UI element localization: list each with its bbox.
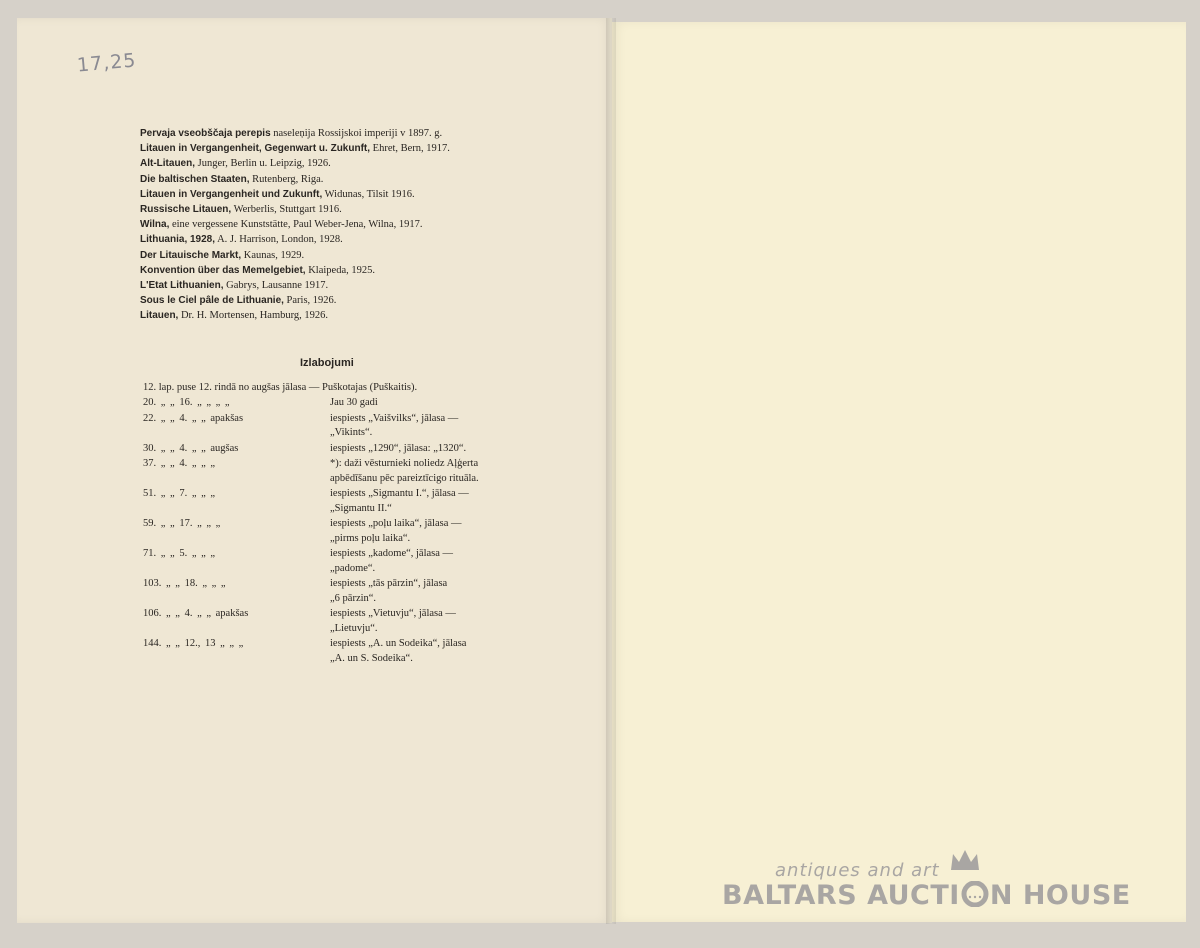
bibliography-entry	[140, 217, 535, 232]
bibliography-details: Widunas, Tilsit 1916.	[322, 188, 415, 200]
errata-correction-line: „Sigmantu II.“	[330, 502, 392, 514]
errata-correction	[330, 547, 532, 576]
bibliography-details: Junger, Berlin u. Leipzig, 1926.	[195, 158, 331, 170]
errata-reference: 71. „ „ 5. „ „ „	[143, 548, 216, 559]
book-spine	[606, 18, 616, 924]
errata-row	[143, 607, 538, 636]
errata-first-line: 12. lap. puse 12. rindā no augšas jālasa — Puškotajas (Puškaitis).	[143, 382, 418, 393]
errata-correction-line: *): daži vēsturnieki noliedz Aļģerta	[330, 458, 479, 469]
errata-reference: 103. „ „ 18. „ „ „	[143, 578, 226, 589]
errata-reference: 59. „ „ 17. „ „ „	[143, 518, 221, 529]
bibliography-details: Rutenberg, Riga.	[249, 173, 324, 185]
errata-correction-line: iespiests „poļu laika“, jālasa —	[330, 518, 462, 529]
errata-row	[143, 487, 538, 516]
errata-correction	[330, 457, 532, 486]
errata-reference: 20. „ „ 16. „ „ „ „	[143, 397, 230, 408]
bibliography-entry	[140, 172, 535, 187]
errata-correction-line: „Vikints“.	[330, 427, 373, 438]
bibliography-title: Litauen,	[140, 310, 179, 322]
watermark-tagline: antiques and art	[775, 860, 940, 881]
bibliography-title: L'Etat Lithuanien,	[140, 280, 224, 292]
errata-correction	[330, 637, 532, 666]
errata-correction-line: iespiests „kadome“, jālasa —	[330, 548, 454, 559]
errata-correction-line: iespiests „Vaišvilks“, jālasa —	[330, 412, 459, 424]
bibliography-entry	[140, 278, 535, 293]
watermark-brand-start: BALTARS AUCTI	[722, 880, 960, 911]
errata-reference: 106. „ „ 4. „ „ apakšas	[143, 608, 249, 619]
bibliography-list	[140, 126, 535, 324]
bibliography-details: eine vergessene Kunststätte, Paul Weber-Jena, Wilna, 1917.	[169, 219, 423, 231]
right-page	[612, 22, 1186, 922]
bibliography-entry	[140, 263, 535, 278]
bibliography-entry	[140, 232, 535, 247]
bibliography-entry	[140, 202, 535, 217]
ring-icon	[960, 881, 990, 907]
watermark-brand-end: N HOUSE	[989, 880, 1131, 911]
errata-correction	[330, 412, 532, 441]
bibliography-details: Gabrys, Lausanne 1917.	[223, 280, 329, 292]
errata-section	[143, 380, 538, 666]
bibliography-entry	[140, 248, 535, 263]
errata-correction-line: iespiests „tās pārzin“, jālasa	[330, 578, 448, 589]
bibliography-title: Lithuania, 1928,	[140, 234, 216, 246]
bibliography-details: A. J. Harrison, London, 1928.	[215, 234, 343, 246]
pencil-note: 17,25	[76, 49, 138, 77]
errata-correction	[330, 487, 532, 516]
errata-correction-line: iespiests „1290“, jālasa: „1320“.	[330, 442, 467, 454]
bibliography-title: Die baltischen Staaten,	[140, 173, 250, 185]
errata-correction-line: iespiests „Sigmantu I.“, jālasa —	[330, 488, 469, 499]
errata-row	[143, 457, 538, 486]
errata-correction-line: „pirms poļu laika“.	[330, 532, 411, 544]
bibliography-entry	[140, 156, 535, 171]
errata-reference: 37. „ „ 4. „ „ „	[143, 458, 216, 469]
errata-row	[143, 547, 538, 576]
errata-correction-line: apbēdīšanu pēc pareiztīcigo rituāla.	[330, 472, 479, 484]
errata-correction	[330, 517, 532, 546]
bibliography-entry	[140, 308, 535, 323]
errata-row	[143, 442, 538, 457]
bibliography-title: Der Litauische Markt,	[140, 249, 242, 261]
bibliography-details: Paris, 1926.	[283, 295, 337, 307]
crown-icon	[948, 848, 982, 878]
errata-correction	[330, 607, 532, 636]
errata-correction-line: „A. un S. Sodeika“.	[330, 652, 413, 664]
bibliography-title: Sous le Ciel pâle de Lithuanie,	[140, 295, 284, 307]
bibliography-title: Litauen in Vergangenheit, Gegenwart u. Zukunft,	[140, 143, 371, 155]
bibliography-entry	[140, 293, 535, 308]
bibliography-details: Ehret, Bern, 1917.	[370, 143, 450, 155]
errata-reference: 51. „ „ 7. „ „ „	[143, 488, 216, 499]
errata-title: Izlabojumi	[300, 357, 354, 369]
bibliography-title: Litauen in Vergangenheit und Zukunft,	[140, 188, 323, 200]
bibliography-title: Wilna,	[140, 219, 170, 231]
errata-row	[143, 396, 538, 411]
bibliography-details: Klaipeda, 1925.	[305, 264, 375, 276]
bibliography-entry	[140, 126, 535, 141]
bibliography-title: Pervaja vseobščaja perepis	[140, 128, 271, 139]
bibliography-details: naseleņija Rossijskoi imperiji v 1897. g.	[270, 128, 443, 139]
errata-row	[143, 412, 538, 441]
errata-reference: 144. „ „ 12., 13 „ „ „	[143, 638, 244, 649]
errata-correction-line: iespiests „Vietuvju“, jālasa —	[330, 608, 456, 619]
errata-correction-line: „6 pārzin“.	[330, 592, 377, 604]
errata-row	[143, 577, 538, 606]
errata-row	[143, 517, 538, 546]
errata-correction	[330, 396, 532, 411]
watermark-brand	[722, 880, 1131, 911]
errata-correction	[330, 442, 532, 457]
bibliography-title: Alt-Litauen,	[140, 158, 195, 170]
errata-reference: 30. „ „ 4. „ „ augšas	[143, 442, 239, 454]
errata-reference: 22. „ „ 4. „ „ apakšas	[143, 412, 244, 424]
bibliography-title: Russische Litauen,	[140, 204, 232, 216]
errata-correction-line: „padome“.	[330, 562, 376, 574]
bibliography-details: Kaunas, 1929.	[241, 249, 305, 261]
errata-correction-line: iespiests „A. un Sodeika“, jālasa	[330, 638, 467, 649]
errata-row	[143, 637, 538, 666]
errata-correction	[330, 577, 532, 606]
bibliography-entry	[140, 141, 535, 156]
bibliography-title: Konvention über das Memelgebiet,	[140, 264, 306, 276]
bibliography-details: Werberlis, Stuttgart 1916.	[231, 204, 342, 216]
bibliography-entry	[140, 187, 535, 202]
errata-correction-line: „Lietuvju“.	[330, 622, 378, 634]
bibliography-details: Dr. H. Mortensen, Hamburg, 1926.	[178, 310, 329, 322]
errata-correction-line: Jau 30 gadi	[330, 397, 378, 408]
